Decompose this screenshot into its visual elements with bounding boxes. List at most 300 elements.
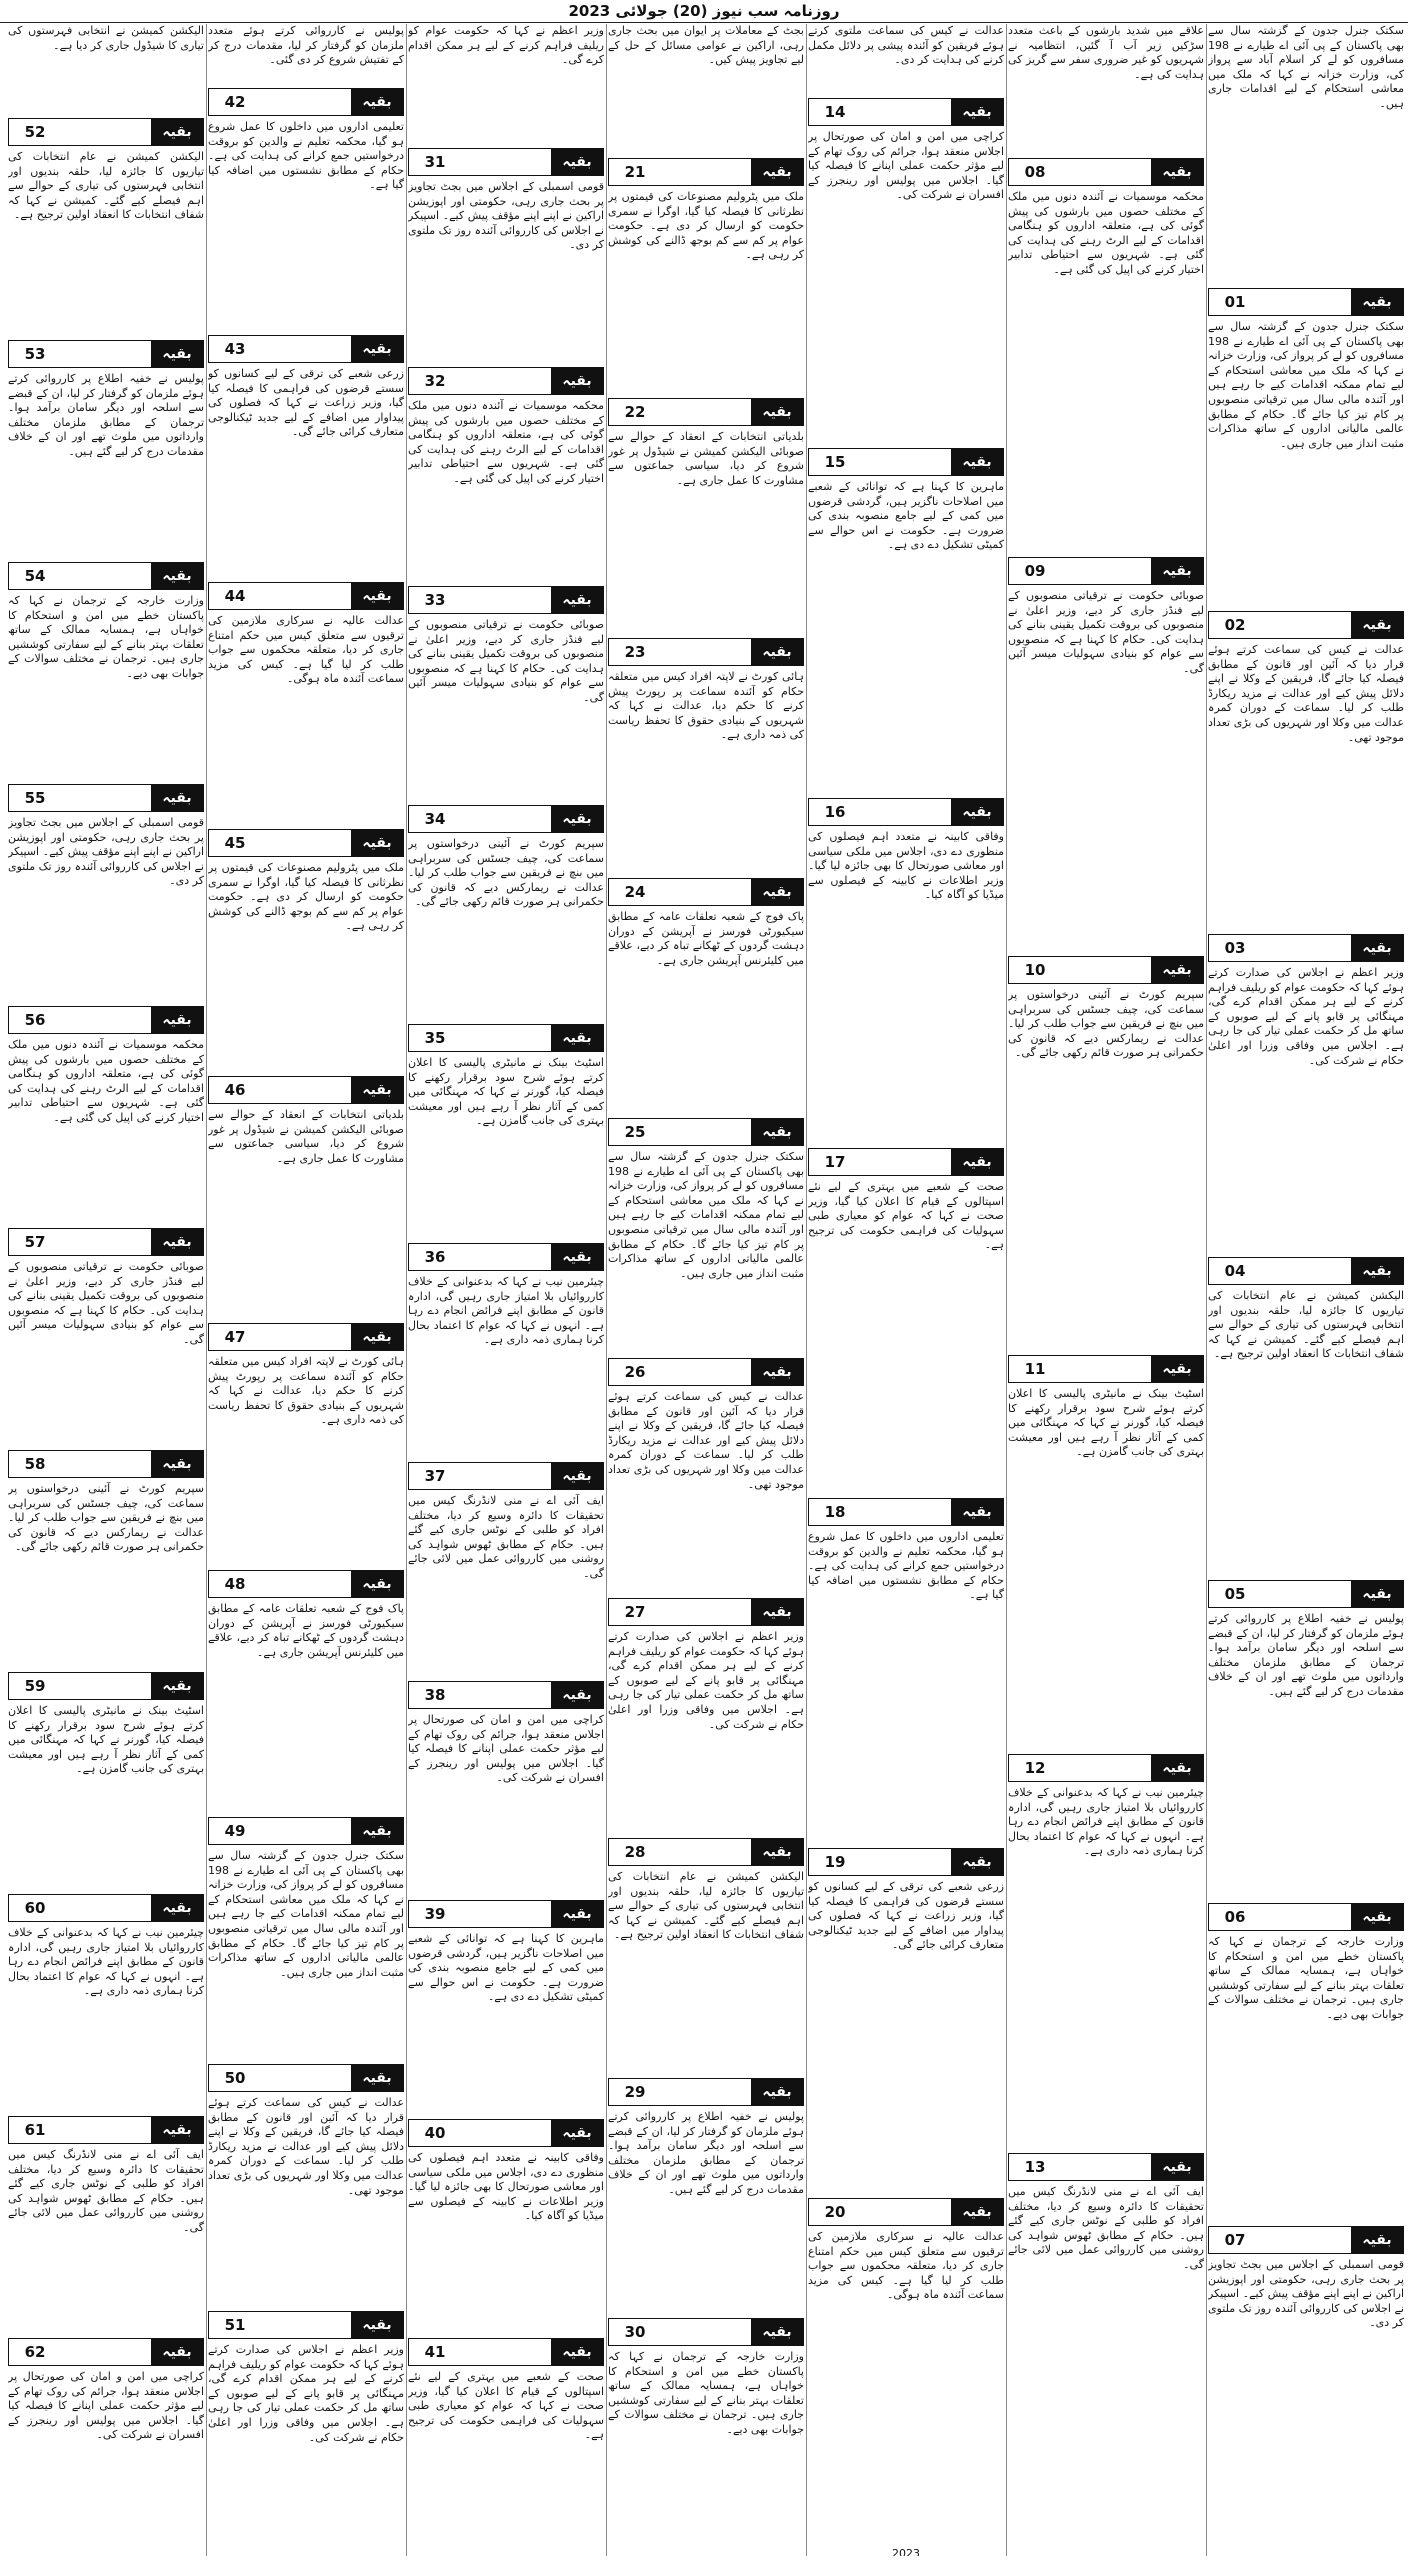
jump-header — [208, 88, 404, 116]
continued-article-text: قومی اسمبلی کے اجلاس میں بجٹ تجاویز پر بحث جاری رہی، حکومتی اور اپوزیشن اراکین نے اپنے اپنے مؤقف پیش کیے۔ اسپیکر نے اجلاس کی کارروائی آئندہ روز تک ملتوی کر دی۔ — [408, 180, 604, 252]
jump-header — [608, 2078, 804, 2106]
jump-number: 08 — [1009, 159, 1061, 185]
header-spacer — [1061, 1755, 1151, 1781]
continued-label: بقیہ — [951, 2199, 1003, 2225]
continued-article-text: پولیس نے خفیہ اطلاع پر کارروائی کرتے ہوئے ملزمان کو گرفتار کر لیا، ان کے قبضے سے اسلحہ اور دیگر سامان برآمد ہوا۔ ترجمان کے مطابق ملزمان مختلف وارداتوں میں ملوث تھے اور ان کے خلاف مقدمات درج کر لیے گئے ہیں۔ — [608, 2110, 804, 2196]
continued-label: بقیہ — [1151, 1755, 1203, 1781]
continued-article-text: پولیس نے خفیہ اطلاع پر کارروائی کرتے ہوئے ملزمان کو گرفتار کر لیا، ان کے قبضے سے اسلحہ اور دیگر سامان برآمد ہوا۔ ترجمان کے مطابق ملزمان مختلف وارداتوں میں ملوث تھے اور ان کے خلاف مقدمات درج کر لیے گئے ہیں۔ — [8, 372, 204, 458]
continued-label: بقیہ — [1151, 1356, 1203, 1382]
column-1 — [1208, 24, 1404, 2556]
continued-article-text: الیکشن کمیشن نے عام انتخابات کی تیاریوں کا جائزہ لیا، حلقہ بندیوں اور انتخابی فہرستوں کی تیاری کے حوالے سے اہم فیصلے کیے گئے۔ کمیشن نے کہا کہ شفاف انتخابات کا انعقاد اولین ترجیح ہے۔ — [608, 1870, 804, 1942]
jump-header — [408, 367, 604, 395]
header-spacer — [661, 1839, 751, 1865]
header-spacer — [61, 2117, 151, 2143]
jump-number: 38 — [409, 1682, 461, 1708]
column-6 — [208, 24, 404, 2556]
continued-label: بقیہ — [351, 830, 403, 856]
header-spacer — [461, 1463, 551, 1489]
header-spacer — [461, 1244, 551, 1270]
continued-label: بقیہ — [351, 89, 403, 115]
header-spacer — [61, 1673, 151, 1699]
continued-article-text: عدالت عالیہ نے سرکاری ملازمین کی ترقیوں سے متعلق کیس میں حکم امتناع جاری کر دیا، متعلقہ محکموں سے جواب طلب کر لیا گیا ہے۔ کیس کی مزید سماعت آئندہ ماہ ہوگی۔ — [808, 2230, 1004, 2302]
jump-number: 10 — [1009, 957, 1061, 983]
jump-header — [608, 1118, 804, 1146]
continued-label: بقیہ — [951, 1499, 1003, 1525]
column-intro-text: وزیر اعظم نے کہا کہ حکومت عوام کو ریلیف فراہم کرنے کے لیے ہر ممکن اقدام کرے گی۔ — [408, 24, 604, 67]
continued-article-text: الیکشن کمیشن نے عام انتخابات کی تیاریوں کا جائزہ لیا، حلقہ بندیوں اور انتخابی فہرستوں کی تیاری کے حوالے سے اہم فیصلے کیے گئے۔ کمیشن نے کہا کہ شفاف انتخابات کا انعقاد اولین ترجیح ہے۔ — [1208, 1289, 1404, 1361]
continued-article-text: ہائی کورٹ نے لاپتہ افراد کیس میں متعلقہ حکام کو آئندہ سماعت پر رپورٹ پیش کرنے کا حکم دیا، عدالت نے کہا کہ شہریوں کے بنیادی حقوق کا تحفظ ریاست کی ذمہ داری ہے۔ — [608, 670, 804, 742]
continued-article-text: پاک فوج کے شعبہ تعلقات عامہ کے مطابق سیکیورٹی فورسز نے آپریشن کے دوران دہشت گردوں کے ٹھکانے تباہ کر دیے، علاقے میں کلیئرنس آپریشن جاری ہے۔ — [608, 910, 804, 967]
continued-label: بقیہ — [551, 1682, 603, 1708]
jump-number: 12 — [1009, 1755, 1061, 1781]
continued-label: بقیہ — [351, 2312, 403, 2338]
header-spacer — [461, 806, 551, 832]
jump-number: 18 — [809, 1499, 861, 1525]
jump-header — [1208, 1903, 1404, 1931]
jump-header — [608, 398, 804, 426]
continued-article-text: زرعی شعبے کی ترقی کے لیے کسانوں کو سستے قرضوں کی فراہمی کا فیصلہ کیا گیا، وزیر زراعت نے کہا کہ فصلوں کی پیداوار میں اضافے کے لیے جدید ٹیکنالوجی متعارف کرائی جائے گی۔ — [208, 367, 404, 439]
jump-header — [808, 1848, 1004, 1876]
header-spacer — [861, 2199, 951, 2225]
jump-number: 26 — [609, 1359, 661, 1385]
continued-label: بقیہ — [1351, 289, 1403, 315]
jump-number: 06 — [1209, 1904, 1261, 1930]
jump-header — [408, 805, 604, 833]
continued-article-text: زرعی شعبے کی ترقی کے لیے کسانوں کو سستے قرضوں کی فراہمی کا فیصلہ کیا گیا، وزیر زراعت نے کہا کہ فصلوں کی پیداوار میں اضافے کے لیے جدید ٹیکنالوجی متعارف کرائی جائے گی۔ — [808, 1880, 1004, 1952]
header-spacer — [261, 2065, 351, 2091]
continued-article-text: وزیر اعظم نے اجلاس کی صدارت کرتے ہوئے کہا کہ حکومت عوام کو ریلیف فراہم کرنے کے لیے ہر ممکن اقدام کرے گی، مہنگائی پر قابو پانے کے لیے صوبوں کے ساتھ مل کر حکمت عملی تیار کی جا رہی ہے۔ اجلاس میں وفاقی وزرا اور اعلیٰ حکام نے شرکت کی۔ — [1208, 966, 1404, 1067]
header-spacer — [261, 2312, 351, 2338]
jump-header — [608, 158, 804, 186]
continued-label: بقیہ — [1351, 935, 1403, 961]
continued-label: بقیہ — [1151, 957, 1203, 983]
jump-header — [1208, 611, 1404, 639]
header-spacer — [661, 879, 751, 905]
continued-article-text: وفاقی کابینہ نے متعدد اہم فیصلوں کی منظوری دے دی، اجلاس میں ملکی سیاسی اور معاشی صورتحال کا بھی جائزہ لیا گیا۔ وزیر اطلاعات نے کابینہ کے فیصلوں سے میڈیا کو آگاہ کیا۔ — [408, 2151, 604, 2223]
header-spacer — [661, 159, 751, 185]
continued-label: بقیہ — [151, 563, 203, 589]
continued-label: بقیہ — [751, 2319, 803, 2345]
jump-header — [1208, 1580, 1404, 1608]
jump-number: 48 — [209, 1571, 261, 1597]
jump-number: 59 — [9, 1673, 61, 1699]
continued-article-text: چیئرمین نیب نے کہا کہ بدعنوانی کے خلاف کارروائیاں بلا امتیاز جاری رہیں گی، ادارہ قانون کے مطابق اپنے فرائض انجام دے رہا ہے۔ انہوں نے کہا کہ عوام کا اعتماد بحال کرنا ہماری ذمہ داری ہے۔ — [8, 1926, 204, 1998]
continued-article-text: ہائی کورٹ نے لاپتہ افراد کیس میں متعلقہ حکام کو آئندہ سماعت پر رپورٹ پیش کرنے کا حکم دیا، عدالت نے کہا کہ شہریوں کے بنیادی حقوق کا تحفظ ریاست کی ذمہ داری ہے۔ — [208, 1355, 404, 1427]
jump-number: 05 — [1209, 1581, 1261, 1607]
jump-number: 17 — [809, 1149, 861, 1175]
header-spacer — [661, 1359, 751, 1385]
jump-number: 27 — [609, 1599, 661, 1625]
jump-header — [8, 340, 204, 368]
continued-article-text: سپریم کورٹ نے آئینی درخواستوں پر سماعت کی، چیف جسٹس کی سربراہی میں بنچ نے فریقین سے جواب طلب کر لیا۔ عدالت نے ریمارکس دیے کہ قانون کی حکمرانی ہر صورت قائم رکھی جائے گی۔ — [408, 837, 604, 909]
header-spacer — [61, 785, 151, 811]
jump-number: 42 — [209, 89, 261, 115]
jump-number: 35 — [409, 1025, 461, 1051]
jump-number: 57 — [9, 1229, 61, 1255]
continued-label: بقیہ — [351, 1077, 403, 1103]
column-divider — [1006, 24, 1007, 2556]
continued-label: بقیہ — [1351, 2227, 1403, 2253]
jump-header — [8, 1894, 204, 1922]
continued-label: بقیہ — [551, 368, 603, 394]
jump-number: 01 — [1209, 289, 1261, 315]
jump-number: 37 — [409, 1463, 461, 1489]
header-spacer — [861, 1849, 951, 1875]
jump-header — [608, 2318, 804, 2346]
header-spacer — [1061, 2154, 1151, 2180]
column-divider — [406, 24, 407, 2556]
jump-header — [808, 2198, 1004, 2226]
jump-header — [408, 1900, 604, 1928]
jump-number: 34 — [409, 806, 461, 832]
continued-article-text: صوبائی حکومت نے ترقیاتی منصوبوں کے لیے فنڈز جاری کر دیے، وزیر اعلیٰ نے منصوبوں کی بروقت تکمیل یقینی بنانے کی ہدایت کی۔ حکام کا کہنا ہے کہ منصوبوں سے عوام کو بنیادی سہولیات میسر آئیں گی۔ — [8, 1260, 204, 1346]
header-spacer — [1061, 558, 1151, 584]
jump-header — [608, 1598, 804, 1626]
header-spacer — [461, 1682, 551, 1708]
continued-label: بقیہ — [151, 1895, 203, 1921]
header-spacer — [1261, 2227, 1351, 2253]
jump-header — [208, 2064, 404, 2092]
continued-label: بقیہ — [751, 1599, 803, 1625]
jump-number: 54 — [9, 563, 61, 589]
jump-header — [408, 1462, 604, 1490]
continued-label: بقیہ — [351, 2065, 403, 2091]
jump-number: 29 — [609, 2079, 661, 2105]
continued-article-text: بلدیاتی انتخابات کے انعقاد کے حوالے سے صوبائی الیکشن کمیشن نے شیڈول پر غور شروع کر دیا، سیاسی جماعتوں سے مشاورت کا عمل جاری ہے۔ — [208, 1108, 404, 1165]
jump-header — [408, 1681, 604, 1709]
header-spacer — [1261, 1258, 1351, 1284]
jump-header — [808, 448, 1004, 476]
jump-header — [208, 335, 404, 363]
jump-header — [1008, 956, 1204, 984]
jump-header — [1008, 557, 1204, 585]
jump-number: 30 — [609, 2319, 661, 2345]
jump-number: 36 — [409, 1244, 461, 1270]
jump-header — [208, 582, 404, 610]
header-spacer — [861, 1499, 951, 1525]
continued-article-text: عدالت نے کیس کی سماعت کرتے ہوئے قرار دیا کہ آئین اور قانون کے مطابق فیصلہ کیا جائے گا، فریقین کے وکلا نے اپنے دلائل پیش کیے اور عدالت نے مزید ریکارڈ طلب کر لیا۔ سماعت کے دوران کمرہ عدالت میں وکلا اور شہریوں کی بڑی تعداد موجود تھی۔ — [608, 1390, 804, 1491]
jump-header — [608, 638, 804, 666]
header-spacer — [661, 1599, 751, 1625]
continued-article-text: صحت کے شعبے میں بہتری کے لیے نئے اسپتالوں کے قیام کا اعلان کیا گیا، وزیر صحت نے کہا کہ عوام کو معیاری طبی سہولیات کی فراہمی حکومت کی ترجیح ہے۔ — [408, 2370, 604, 2442]
continued-label: بقیہ — [151, 1673, 203, 1699]
jump-header — [208, 1323, 404, 1351]
jump-number: 14 — [809, 99, 861, 125]
continued-label: بقیہ — [551, 2339, 603, 2365]
jump-header — [1208, 2226, 1404, 2254]
continued-label: بقیہ — [551, 806, 603, 832]
jump-number: 55 — [9, 785, 61, 811]
continued-article-text: اسٹیٹ بینک نے مانیٹری پالیسی کا اعلان کرتے ہوئے شرح سود برقرار رکھنے کا فیصلہ کیا، گورنر نے کہا کہ مہنگائی میں کمی کے آثار نظر آ رہے ہیں اور معیشت بہتری کی جانب گامزن ہے۔ — [408, 1056, 604, 1128]
header-spacer — [1261, 935, 1351, 961]
continued-article-text: ملک میں پٹرولیم مصنوعات کی قیمتوں پر نظرثانی کا فیصلہ کیا گیا، اوگرا نے سمری حکومت کو ارسال کر دی ہے۔ حکومت عوام پر کم سے کم بوجھ ڈالنے کی کوشش کر رہی ہے۔ — [208, 861, 404, 933]
continued-label: بقیہ — [551, 1244, 603, 1270]
jump-number: 07 — [1209, 2227, 1261, 2253]
jump-number: 52 — [9, 119, 61, 145]
continued-label: بقیہ — [1151, 2154, 1203, 2180]
jump-header — [808, 1498, 1004, 1526]
continued-article-text: محکمہ موسمیات نے آئندہ دنوں میں ملک کے مختلف حصوں میں بارشوں کی پیش گوئی کی ہے، متعلقہ اداروں کو ہنگامی اقدامات کے لیے الرٹ رہنے کی ہدایت کی گئی ہے۔ شہریوں سے احتیاطی تدابیر اختیار کرنے کی اپیل کی گئی ہے۔ — [8, 1038, 204, 1124]
column-intro-text: بجٹ کے معاملات پر ایوان میں بحث جاری رہی، اراکین نے عوامی مسائل کے حل کے لیے تجاویز پیش کیں۔ — [608, 24, 804, 67]
jump-number: 62 — [9, 2339, 61, 2365]
continued-label: بقیہ — [1151, 558, 1203, 584]
continued-label: بقیہ — [151, 1007, 203, 1033]
header-spacer — [861, 1149, 951, 1175]
continued-label: بقیہ — [951, 449, 1003, 475]
column-divider — [1206, 24, 1207, 2556]
header-spacer — [61, 1007, 151, 1033]
jump-number: 15 — [809, 449, 861, 475]
jump-header — [408, 2338, 604, 2366]
continued-label: بقیہ — [151, 785, 203, 811]
continued-article-text: عدالت نے کیس کی سماعت کرتے ہوئے قرار دیا کہ آئین اور قانون کے مطابق فیصلہ کیا جائے گا، فریقین کے وکلا نے اپنے دلائل پیش کیے اور عدالت نے مزید ریکارڈ طلب کر لیا۔ سماعت کے دوران کمرہ عدالت میں وکلا اور شہریوں کی بڑی تعداد موجود تھی۔ — [1208, 643, 1404, 744]
column-4 — [608, 24, 804, 2556]
continued-label: بقیہ — [751, 159, 803, 185]
header-spacer — [461, 149, 551, 175]
jump-header — [8, 2338, 204, 2366]
jump-number: 33 — [409, 587, 461, 613]
jump-header — [8, 1450, 204, 1478]
header-spacer — [461, 2339, 551, 2365]
jump-header — [8, 1228, 204, 1256]
newspaper-columns — [4, 24, 1404, 2556]
continued-label: بقیہ — [151, 1229, 203, 1255]
header-spacer — [461, 2120, 551, 2146]
jump-header — [208, 1817, 404, 1845]
header-spacer — [261, 89, 351, 115]
continued-article-text: چیئرمین نیب نے کہا کہ بدعنوانی کے خلاف کارروائیاں بلا امتیاز جاری رہیں گی، ادارہ قانون کے مطابق اپنے فرائض انجام دے رہا ہے۔ انہوں نے کہا کہ عوام کا اعتماد بحال کرنا ہماری ذمہ داری ہے۔ — [408, 1275, 604, 1347]
continued-article-text: محکمہ موسمیات نے آئندہ دنوں میں ملک کے مختلف حصوں میں بارشوں کی پیش گوئی کی ہے، متعلقہ اداروں کو ہنگامی اقدامات کے لیے الرٹ رہنے کی ہدایت کی گئی ہے۔ شہریوں سے احتیاطی تدابیر اختیار کرنے کی اپیل کی گئی ہے۔ — [1008, 190, 1204, 276]
continued-article-text: کراچی میں امن و امان کی صورتحال پر اجلاس منعقد ہوا، جرائم کی روک تھام کے لیے مؤثر حکمت عملی اپنانے کا فیصلہ کیا گیا۔ اجلاس میں پولیس اور رینجرز کے افسران نے شرکت کی۔ — [808, 130, 1004, 202]
header-spacer — [461, 1025, 551, 1051]
continued-article-text: ماہرین کا کہنا ہے کہ توانائی کے شعبے میں اصلاحات ناگزیر ہیں، گردشی قرضوں میں کمی کے لیے جامع منصوبہ بندی کی ضرورت ہے۔ حکومت نے اس حوالے سے کمیٹی تشکیل دے دی ہے۔ — [408, 1932, 604, 2004]
header-spacer — [261, 583, 351, 609]
header-spacer — [61, 563, 151, 589]
column-divider — [606, 24, 607, 2556]
jump-number: 03 — [1209, 935, 1261, 961]
jump-header — [8, 1006, 204, 1034]
continued-label: بقیہ — [1351, 1258, 1403, 1284]
header-spacer — [861, 99, 951, 125]
continued-label: بقیہ — [1351, 1904, 1403, 1930]
jump-number: 44 — [209, 583, 261, 609]
continued-article-text: وزارت خارجہ کے ترجمان نے کہا کہ پاکستان خطے میں امن و استحکام کا خواہاں ہے، ہمسایہ ممالک کے ساتھ تعلقات بہتر بنانے کے لیے سفارتی کوششیں جاری ہیں۔ ترجمان نے مختلف سوالات کے جوابات بھی دیے۔ — [608, 2350, 804, 2436]
continued-article-text: چیئرمین نیب نے کہا کہ بدعنوانی کے خلاف کارروائیاں بلا امتیاز جاری رہیں گی، ادارہ قانون کے مطابق اپنے فرائض انجام دے رہا ہے۔ انہوں نے کہا کہ عوام کا اعتماد بحال کرنا ہماری ذمہ داری ہے۔ — [1008, 1786, 1204, 1858]
jump-number: 47 — [209, 1324, 261, 1350]
header-spacer — [261, 1077, 351, 1103]
continued-article-text: وزارت خارجہ کے ترجمان نے کہا کہ پاکستان خطے میں امن و استحکام کا خواہاں ہے، ہمسایہ ممالک کے ساتھ تعلقات بہتر بنانے کے لیے سفارتی کوششیں جاری ہیں۔ ترجمان نے مختلف سوالات کے جوابات بھی دیے۔ — [8, 594, 204, 680]
jump-number: 23 — [609, 639, 661, 665]
jump-number: 13 — [1009, 2154, 1061, 2180]
jump-number: 61 — [9, 2117, 61, 2143]
continued-article-text: عدالت نے کیس کی سماعت کرتے ہوئے قرار دیا کہ آئین اور قانون کے مطابق فیصلہ کیا جائے گا، فریقین کے وکلا نے اپنے دلائل پیش کیے اور عدالت نے مزید ریکارڈ طلب کر لیا۔ سماعت کے دوران کمرہ عدالت میں وکلا اور شہریوں کی بڑی تعداد موجود تھی۔ — [208, 2096, 404, 2197]
jump-header — [1008, 1754, 1204, 1782]
continued-article-text: ماہرین کا کہنا ہے کہ توانائی کے شعبے میں اصلاحات ناگزیر ہیں، گردشی قرضوں میں کمی کے لیے جامع منصوبہ بندی کی ضرورت ہے۔ حکومت نے اس حوالے سے کمیٹی تشکیل دے دی ہے۔ — [808, 480, 1004, 552]
continued-label: بقیہ — [151, 341, 203, 367]
jump-number: 46 — [209, 1077, 261, 1103]
column-5 — [408, 24, 604, 2556]
continued-label: بقیہ — [551, 1025, 603, 1051]
column-intro-text: الیکشن کمیشن نے انتخابی فہرستوں کی تیاری کا شیڈول جاری کر دیا ہے۔ — [8, 24, 204, 52]
continued-label: بقیہ — [951, 799, 1003, 825]
continued-article-text: کراچی میں امن و امان کی صورتحال پر اجلاس منعقد ہوا، جرائم کی روک تھام کے لیے مؤثر حکمت عملی اپنانے کا فیصلہ کیا گیا۔ اجلاس میں پولیس اور رینجرز کے افسران نے شرکت کی۔ — [8, 2370, 204, 2442]
jump-header — [1208, 1257, 1404, 1285]
continued-label: بقیہ — [551, 1463, 603, 1489]
jump-header — [408, 148, 604, 176]
jump-number: 11 — [1009, 1356, 1061, 1382]
continued-article-text: سکتک جنرل جدون کے گزشتہ سال سے بھی پاکستان کے پی آئی اے طیارے نے 198 مسافروں کو لے کر پرواز کی، وزارت خزانہ نے کہا کہ ملک میں معاشی استحکام کے لیے تمام ممکنہ اقدامات کیے جا رہے ہیں اور آئندہ مالی سال میں ترقیاتی منصوبوں پر کام تیز کیا جائے گا۔ حکام کے مطابق عالمی مالیاتی اداروں کے ساتھ مذاکرات مثبت انداز میں جاری ہیں۔ — [1208, 320, 1404, 450]
continued-label: بقیہ — [151, 119, 203, 145]
continued-article-text: کراچی میں امن و امان کی صورتحال پر اجلاس منعقد ہوا، جرائم کی روک تھام کے لیے مؤثر حکمت عملی اپنانے کا فیصلہ کیا گیا۔ اجلاس میں پولیس اور رینجرز کے افسران نے شرکت کی۔ — [408, 1713, 604, 1785]
jump-header — [8, 2116, 204, 2144]
column-intro-text: سکتک جنرل جدون کے گزشتہ سال سے بھی پاکستان کے پی آئی اے طیارے نے 198 مسافروں کو لے کر اسلام آباد سے پرواز کی، وزارت خزانہ نے کہا کہ ملک میں معاشی استحکام کے لیے اقدامات جاری ہیں۔ — [1208, 24, 1404, 110]
continued-article-text: بلدیاتی انتخابات کے انعقاد کے حوالے سے صوبائی الیکشن کمیشن نے شیڈول پر غور شروع کر دیا، سیاسی جماعتوں سے مشاورت کا عمل جاری ہے۔ — [608, 430, 804, 487]
jump-header — [208, 1570, 404, 1598]
continued-article-text: سکتک جنرل جدون کے گزشتہ سال سے بھی پاکستان کے پی آئی اے طیارے نے 198 مسافروں کو لے کر پرواز کی، وزارت خزانہ نے کہا کہ ملک میں معاشی استحکام کے لیے تمام ممکنہ اقدامات کیے جا رہے ہیں اور آئندہ مالی سال میں ترقیاتی منصوبوں پر کام تیز کیا جائے گا۔ حکام کے مطابق عالمی مالیاتی اداروں کے ساتھ مذاکرات مثبت انداز میں جاری ہیں۔ — [608, 1150, 804, 1280]
jump-header — [608, 1838, 804, 1866]
continued-article-text: ملک میں پٹرولیم مصنوعات کی قیمتوں پر نظرثانی کا فیصلہ کیا گیا، اوگرا نے سمری حکومت کو ارسال کر دی ہے۔ حکومت عوام پر کم سے کم بوجھ ڈالنے کی کوشش کر رہی ہے۔ — [608, 190, 804, 262]
continued-label: بقیہ — [751, 2079, 803, 2105]
header-spacer — [61, 2339, 151, 2365]
jump-header — [8, 784, 204, 812]
jump-header — [808, 1148, 1004, 1176]
header-spacer — [1261, 1904, 1351, 1930]
header-spacer — [61, 119, 151, 145]
continued-article-text: تعلیمی اداروں میں داخلوں کا عمل شروع ہو گیا، محکمہ تعلیم نے والدین کو بروقت درخواستیں جمع کرانے کی ہدایت کی ہے۔ حکام کے مطابق نشستوں میں اضافہ کیا گیا ہے۔ — [208, 120, 404, 192]
jump-number: 20 — [809, 2199, 861, 2225]
header-spacer — [661, 2079, 751, 2105]
continued-article-text: ایف آئی اے نے منی لانڈرنگ کیس میں تحقیقات کا دائرہ وسیع کر دیا، مختلف افراد کو طلبی کے نوٹس جاری کیے گئے ہیں۔ حکام کے مطابق ٹھوس شواہد کی روشنی میں کارروائی عمل میں لائی جائے گی۔ — [408, 1494, 604, 1580]
continued-article-text: قومی اسمبلی کے اجلاس میں بجٹ تجاویز پر بحث جاری رہی، حکومتی اور اپوزیشن اراکین نے اپنے اپنے مؤقف پیش کیے۔ اسپیکر نے اجلاس کی کارروائی آئندہ روز تک ملتوی کر دی۔ — [8, 816, 204, 888]
continued-label: بقیہ — [351, 583, 403, 609]
header-spacer — [261, 336, 351, 362]
header-spacer — [261, 1324, 351, 1350]
continued-article-text: اسٹیٹ بینک نے مانیٹری پالیسی کا اعلان کرتے ہوئے شرح سود برقرار رکھنے کا فیصلہ کیا، گورنر نے کہا کہ مہنگائی میں کمی کے آثار نظر آ رہے ہیں اور معیشت بہتری کی جانب گامزن ہے۔ — [1008, 1387, 1204, 1459]
column-intro-text: عدالت نے کیس کی سماعت ملتوی کرتے ہوئے فریقین کو آئندہ پیشی پر دلائل مکمل کرنے کی ہدایت کر دی۔ — [808, 24, 1004, 67]
column-divider — [206, 24, 207, 2556]
header-spacer — [861, 799, 951, 825]
continued-label: بقیہ — [551, 149, 603, 175]
jump-number: 31 — [409, 149, 461, 175]
header-spacer — [61, 341, 151, 367]
jump-number: 04 — [1209, 1258, 1261, 1284]
jump-header — [1008, 2153, 1204, 2181]
jump-number: 43 — [209, 336, 261, 362]
continued-label: بقیہ — [1351, 612, 1403, 638]
jump-header — [608, 878, 804, 906]
header-spacer — [661, 639, 751, 665]
continued-label: بقیہ — [751, 1359, 803, 1385]
column-2 — [1008, 24, 1204, 2556]
continued-article-text: وزارت خارجہ کے ترجمان نے کہا کہ پاکستان خطے میں امن و استحکام کا خواہاں ہے، ہمسایہ ممالک کے ساتھ تعلقات بہتر بنانے کے لیے سفارتی کوششیں جاری ہیں۔ ترجمان نے مختلف سوالات کے جوابات بھی دیے۔ — [1208, 1935, 1404, 2021]
jump-number: 09 — [1009, 558, 1061, 584]
column-3 — [808, 24, 1004, 2556]
continued-article-text: وزیر اعظم نے اجلاس کی صدارت کرتے ہوئے کہا کہ حکومت عوام کو ریلیف فراہم کرنے کے لیے ہر ممکن اقدام کرے گی، مہنگائی پر قابو پانے کے لیے صوبوں کے ساتھ مل کر حکمت عملی تیار کی جا رہی ہے۔ اجلاس میں وفاقی وزرا اور اعلیٰ حکام نے شرکت کی۔ — [608, 1630, 804, 1731]
jump-number: 49 — [209, 1818, 261, 1844]
jump-number: 02 — [1209, 612, 1261, 638]
jump-number: 39 — [409, 1901, 461, 1927]
continued-label: بقیہ — [751, 639, 803, 665]
jump-number: 50 — [209, 2065, 261, 2091]
jump-number: 24 — [609, 879, 661, 905]
continued-label: بقیہ — [351, 336, 403, 362]
header-spacer — [461, 368, 551, 394]
continued-label: بقیہ — [151, 2339, 203, 2365]
header-spacer — [61, 1451, 151, 1477]
jump-number: 56 — [9, 1007, 61, 1033]
continued-label: بقیہ — [951, 99, 1003, 125]
continued-label: بقیہ — [351, 1324, 403, 1350]
header-spacer — [1061, 1356, 1151, 1382]
column-intro-text: علاقے میں شدید بارشوں کے باعث متعدد سڑکیں زیر آب آ گئیں، انتظامیہ نے شہریوں کو غیر ضروری سفر سے گریز کی ہدایت کی ہے۔ — [1008, 24, 1204, 81]
header-spacer — [461, 1901, 551, 1927]
column-intro-text: پولیس نے کارروائی کرتے ہوئے متعدد ملزمان کو گرفتار کر لیا، مقدمات درج کر کے تفتیش شروع کر دی گئی۔ — [208, 24, 404, 67]
continued-article-text: سکتک جنرل جدون کے گزشتہ سال سے بھی پاکستان کے پی آئی اے طیارے نے 198 مسافروں کو لے کر پرواز کی، وزارت خزانہ نے کہا کہ ملک میں معاشی استحکام کے لیے تمام ممکنہ اقدامات کیے جا رہے ہیں اور آئندہ مالی سال میں ترقیاتی منصوبوں پر کام تیز کیا جائے گا۔ حکام کے مطابق عالمی مالیاتی اداروں کے ساتھ مذاکرات مثبت انداز میں جاری ہیں۔ — [208, 1849, 404, 1979]
header-spacer — [1061, 957, 1151, 983]
continued-label: بقیہ — [751, 879, 803, 905]
jump-header — [208, 829, 404, 857]
continued-label: بقیہ — [1151, 159, 1203, 185]
header-spacer — [661, 2319, 751, 2345]
continued-article-text: وزیر اعظم نے اجلاس کی صدارت کرتے ہوئے کہا کہ حکومت عوام کو ریلیف فراہم کرنے کے لیے ہر ممکن اقدام کرے گی، مہنگائی پر قابو پانے کے لیے صوبوں کے ساتھ مل کر حکمت عملی تیار کی جا رہی ہے۔ اجلاس میں وفاقی وزرا اور اعلیٰ حکام نے شرکت کی۔ — [208, 2343, 404, 2444]
continued-label: بقیہ — [551, 587, 603, 613]
jump-header — [808, 798, 1004, 826]
header-spacer — [261, 1571, 351, 1597]
jump-number: 58 — [9, 1451, 61, 1477]
jump-header — [408, 1243, 604, 1271]
header-spacer — [261, 830, 351, 856]
continued-label: بقیہ — [1351, 1581, 1403, 1607]
jump-number: 25 — [609, 1119, 661, 1145]
continued-label: بقیہ — [951, 1149, 1003, 1175]
jump-number: 16 — [809, 799, 861, 825]
jump-number: 32 — [409, 368, 461, 394]
jump-header — [208, 2311, 404, 2339]
continued-article-text: پاک فوج کے شعبہ تعلقات عامہ کے مطابق سیکیورٹی فورسز نے آپریشن کے دوران دہشت گردوں کے ٹھکانے تباہ کر دیے، علاقے میں کلیئرنس آپریشن جاری ہے۔ — [208, 1602, 404, 1659]
header-spacer — [61, 1895, 151, 1921]
continued-article-text: صوبائی حکومت نے ترقیاتی منصوبوں کے لیے فنڈز جاری کر دیے، وزیر اعلیٰ نے منصوبوں کی بروقت تکمیل یقینی بنانے کی ہدایت کی۔ حکام کا کہنا ہے کہ منصوبوں سے عوام کو بنیادی سہولیات میسر آئیں گی۔ — [408, 618, 604, 704]
jump-header — [8, 118, 204, 146]
continued-label: بقیہ — [551, 2120, 603, 2146]
jump-header — [408, 586, 604, 614]
jump-number: 40 — [409, 2120, 461, 2146]
header-spacer — [1261, 612, 1351, 638]
header-spacer — [1261, 1581, 1351, 1607]
jump-header — [8, 562, 204, 590]
jump-number: 19 — [809, 1849, 861, 1875]
jump-number: 28 — [609, 1839, 661, 1865]
jump-header — [808, 98, 1004, 126]
continued-article-text: سپریم کورٹ نے آئینی درخواستوں پر سماعت کی، چیف جسٹس کی سربراہی میں بنچ نے فریقین سے جواب طلب کر لیا۔ عدالت نے ریمارکس دیے کہ قانون کی حکمرانی ہر صورت قائم رکھی جائے گی۔ — [1008, 988, 1204, 1060]
masthead-title: روزنامہ سب نیوز (20) جولائی 2023 — [0, 0, 1408, 23]
column-7 — [8, 24, 204, 2556]
continued-article-text: صحت کے شعبے میں بہتری کے لیے نئے اسپتالوں کے قیام کا اعلان کیا گیا، وزیر صحت نے کہا کہ عوام کو معیاری طبی سہولیات کی فراہمی حکومت کی ترجیح ہے۔ — [808, 1180, 1004, 1252]
continued-label: بقیہ — [551, 1901, 603, 1927]
header-spacer — [861, 449, 951, 475]
continued-label: بقیہ — [151, 2117, 203, 2143]
continued-article-text: اسٹیٹ بینک نے مانیٹری پالیسی کا اعلان کرتے ہوئے شرح سود برقرار رکھنے کا فیصلہ کیا، گورنر نے کہا کہ مہنگائی میں کمی کے آثار نظر آ رہے ہیں اور معیشت بہتری کی جانب گامزن ہے۔ — [8, 1704, 204, 1776]
continued-article-text: تعلیمی اداروں میں داخلوں کا عمل شروع ہو گیا، محکمہ تعلیم نے والدین کو بروقت درخواستیں جمع کرانے کی ہدایت کی ہے۔ حکام کے مطابق نشستوں میں اضافہ کیا گیا ہے۔ — [808, 1530, 1004, 1602]
header-spacer — [1261, 289, 1351, 315]
continued-label: بقیہ — [751, 1119, 803, 1145]
jump-header — [1208, 934, 1404, 962]
jump-header — [408, 1024, 604, 1052]
header-spacer — [61, 1229, 151, 1255]
continued-label: بقیہ — [351, 1571, 403, 1597]
jump-header — [8, 1672, 204, 1700]
header-spacer — [461, 587, 551, 613]
continued-label: بقیہ — [751, 399, 803, 425]
